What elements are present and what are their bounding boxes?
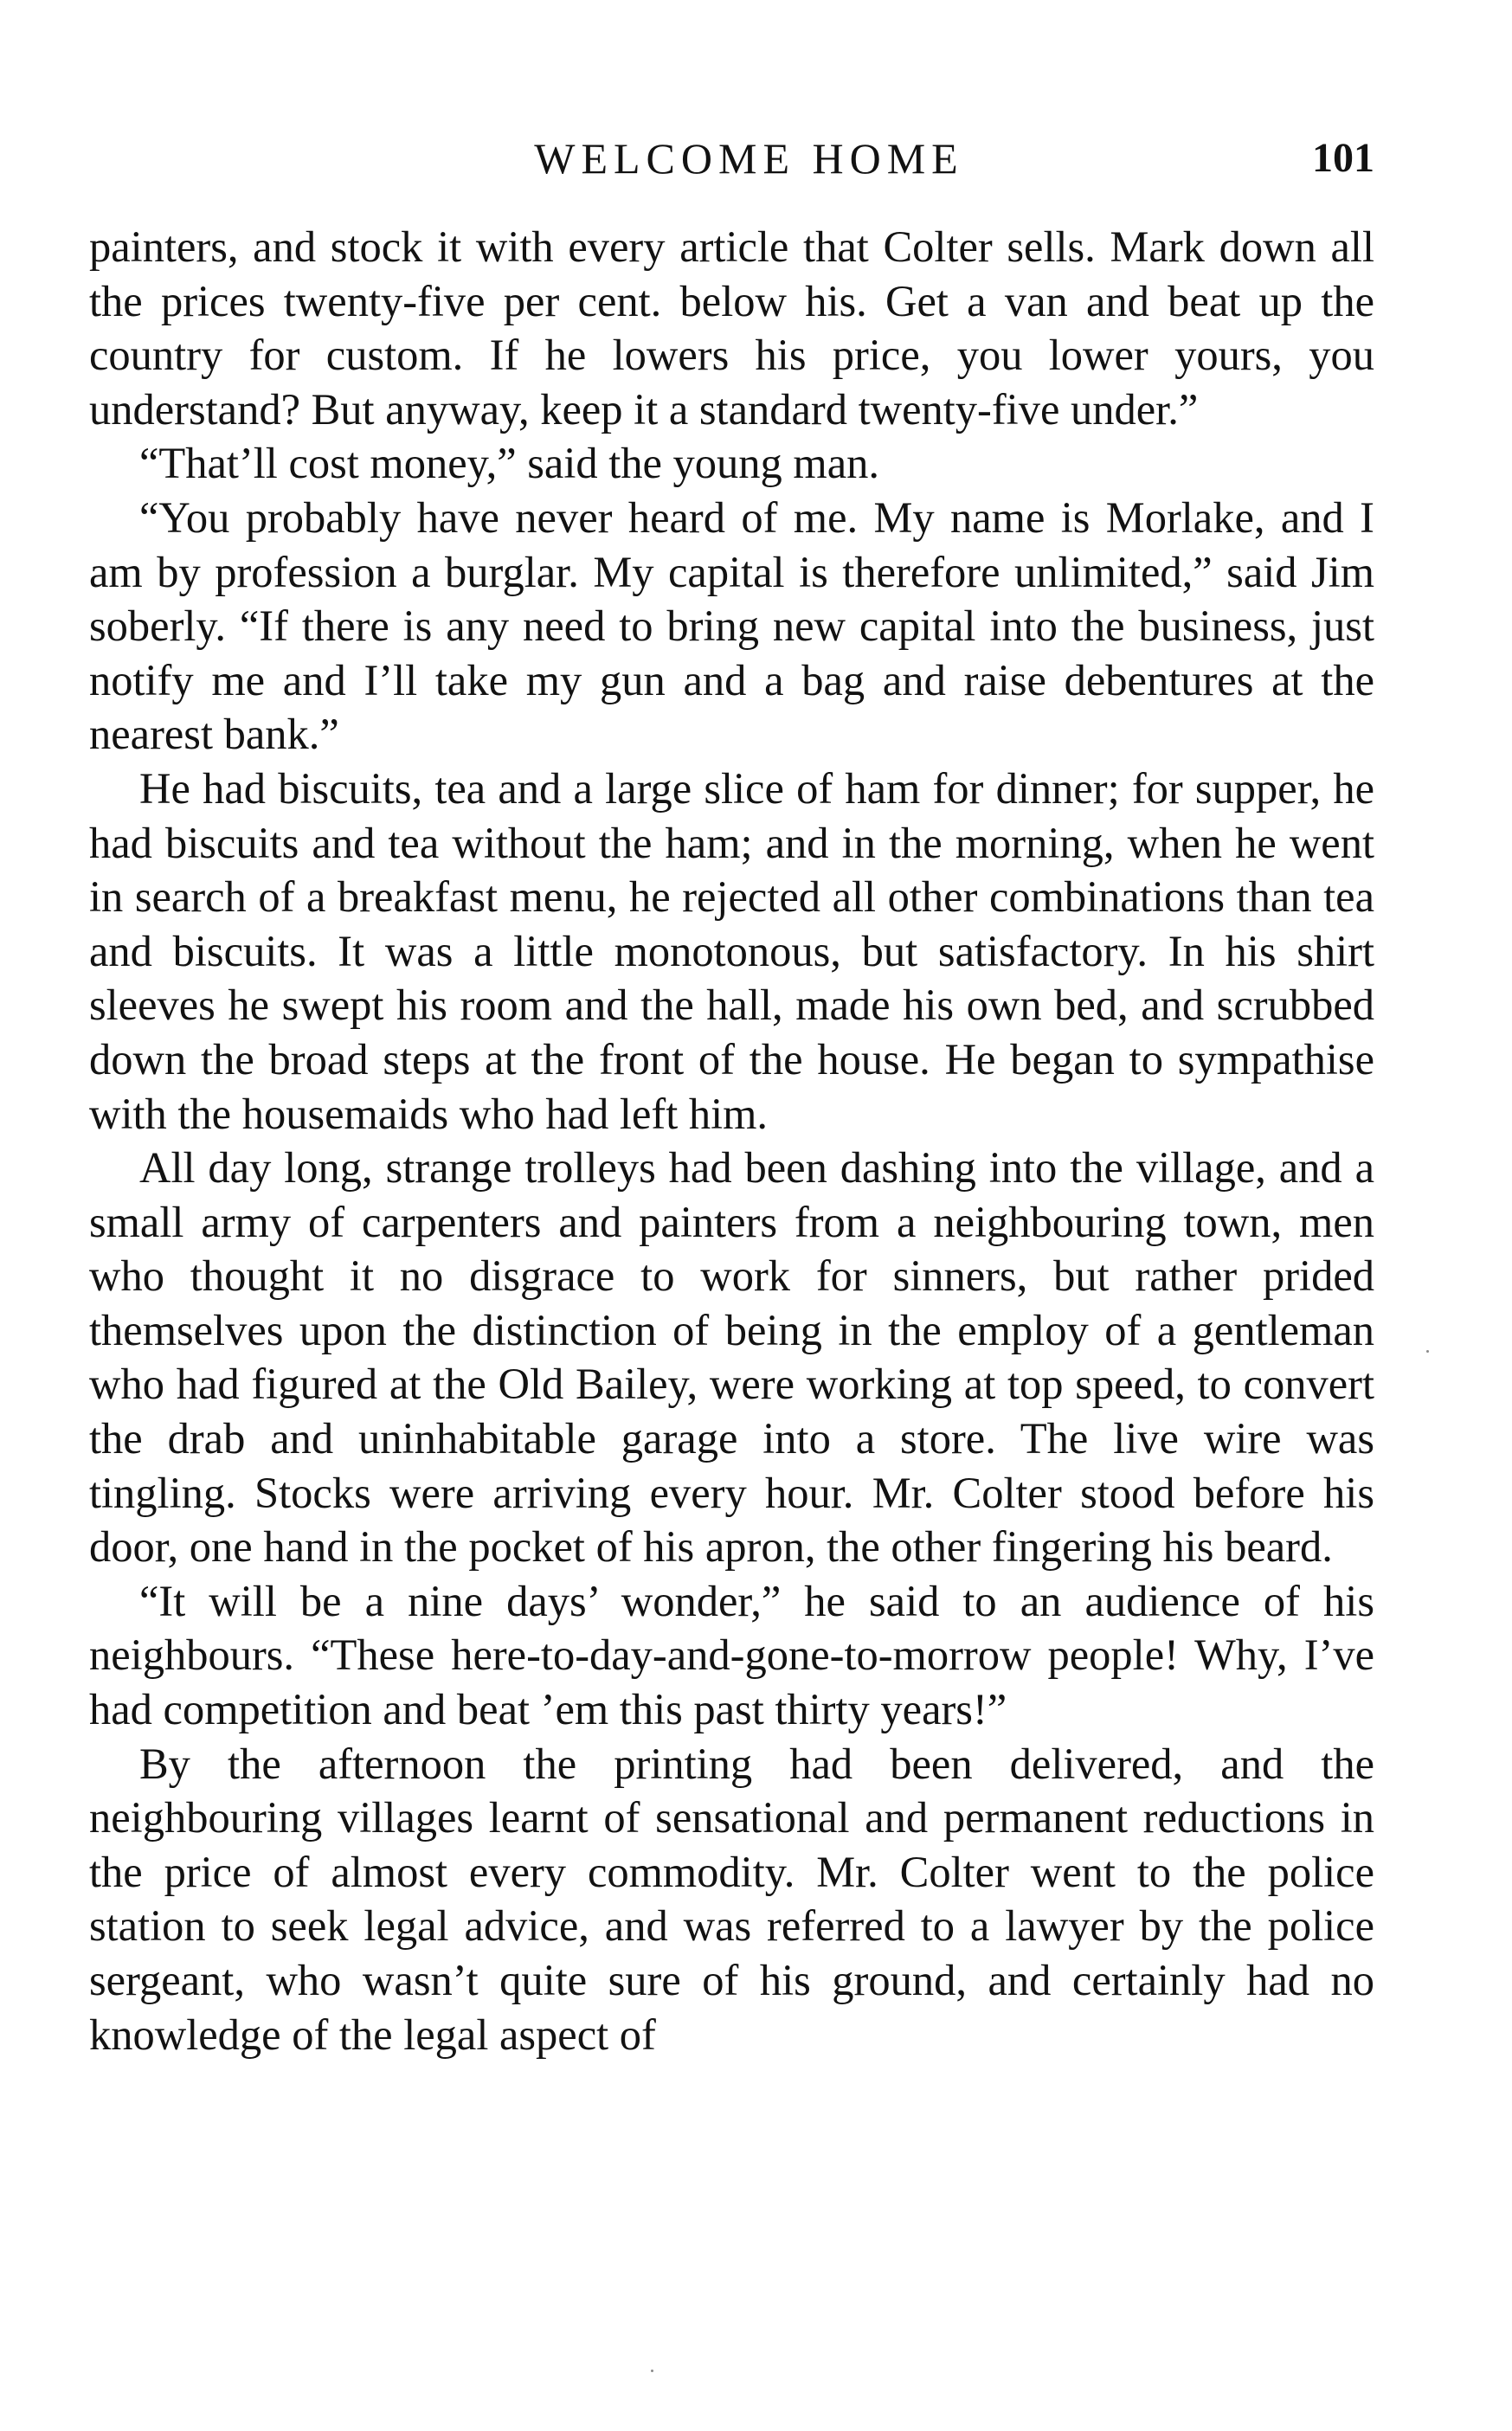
paper-speck	[651, 2370, 653, 2372]
paragraph: By the afternoon the printing had been delivered, and the neighbouring villages learnt of sensational and permanent reductions in the price of almost every commodity. Mr. Colter went to the police station to seek legal advice, and was referred to a lawyer by the police sergeant, who wasn’t quite sure of his ground, and certainly had no knowledge of the legal aspect of	[89, 1739, 1374, 2059]
paper-speck	[1426, 1350, 1429, 1353]
running-head	[89, 128, 1374, 189]
paragraph: He had biscuits, tea and a large slice of ham for dinner; for supper, he had biscuits and tea without the ham; and in the morning, when he went in search of a breakfast menu, he rejected all other combinations than tea and biscuits. It was a little monotonous, but satisfactory. In his shirt sleeves he swept his room and the hall, made his own bed, and scrubbed down the broad steps at the front of the house. He began to sympathise with the housemaids who had left him.	[89, 763, 1374, 1138]
paragraph-continued: painters, and stock it with every article that Colter sells. Mark down all the prices twenty-five per cent. below his. Get a van and beat up the country for custom. If he lowers his price, you lower yours, you understand? But anyway, keep it a standard twenty-five under.”	[89, 222, 1374, 434]
paragraph: All day long, strange trolleys had been dashing into the village, and a small army of carpenters and painters from a neighbouring town, men who thought it no disgrace to work for sinners, but rather prided themselves upon the distinction of being in the employ of a gentleman who had figured at the Old Bailey, were working at top speed, to convert the drab and uninhabitable garage into a store. The live wire was tingling. Stocks were arriving every hour. Mr. Colter stood before his door, one hand in the pocket of his apron, the other fingering his beard.	[89, 1143, 1374, 1572]
body-text	[89, 220, 1374, 2061]
page-number: 101	[1312, 135, 1374, 181]
paragraph: “You probably have never heard of me. My name is Morlake, and I am by profession a burglar. My capital is therefore unlimited,” said Jim soberly. “If there is any need to bring new capital into the business, just notify me and I’ll take my gun and a bag and raise debentures at the nearest bank.”	[89, 492, 1374, 759]
paragraph: “That’ll cost money,” said the young man.	[139, 439, 879, 488]
running-title: WELCOME HOME	[534, 134, 964, 183]
paragraph: “It will be a nine days’ wonder,” he said to an audience of his neighbours. “These here-to-day-and-gone-to-morrow people! Why, I’ve had competition and beat ’em this past thirty years!”	[89, 1576, 1374, 1734]
book-page	[89, 128, 1374, 2061]
